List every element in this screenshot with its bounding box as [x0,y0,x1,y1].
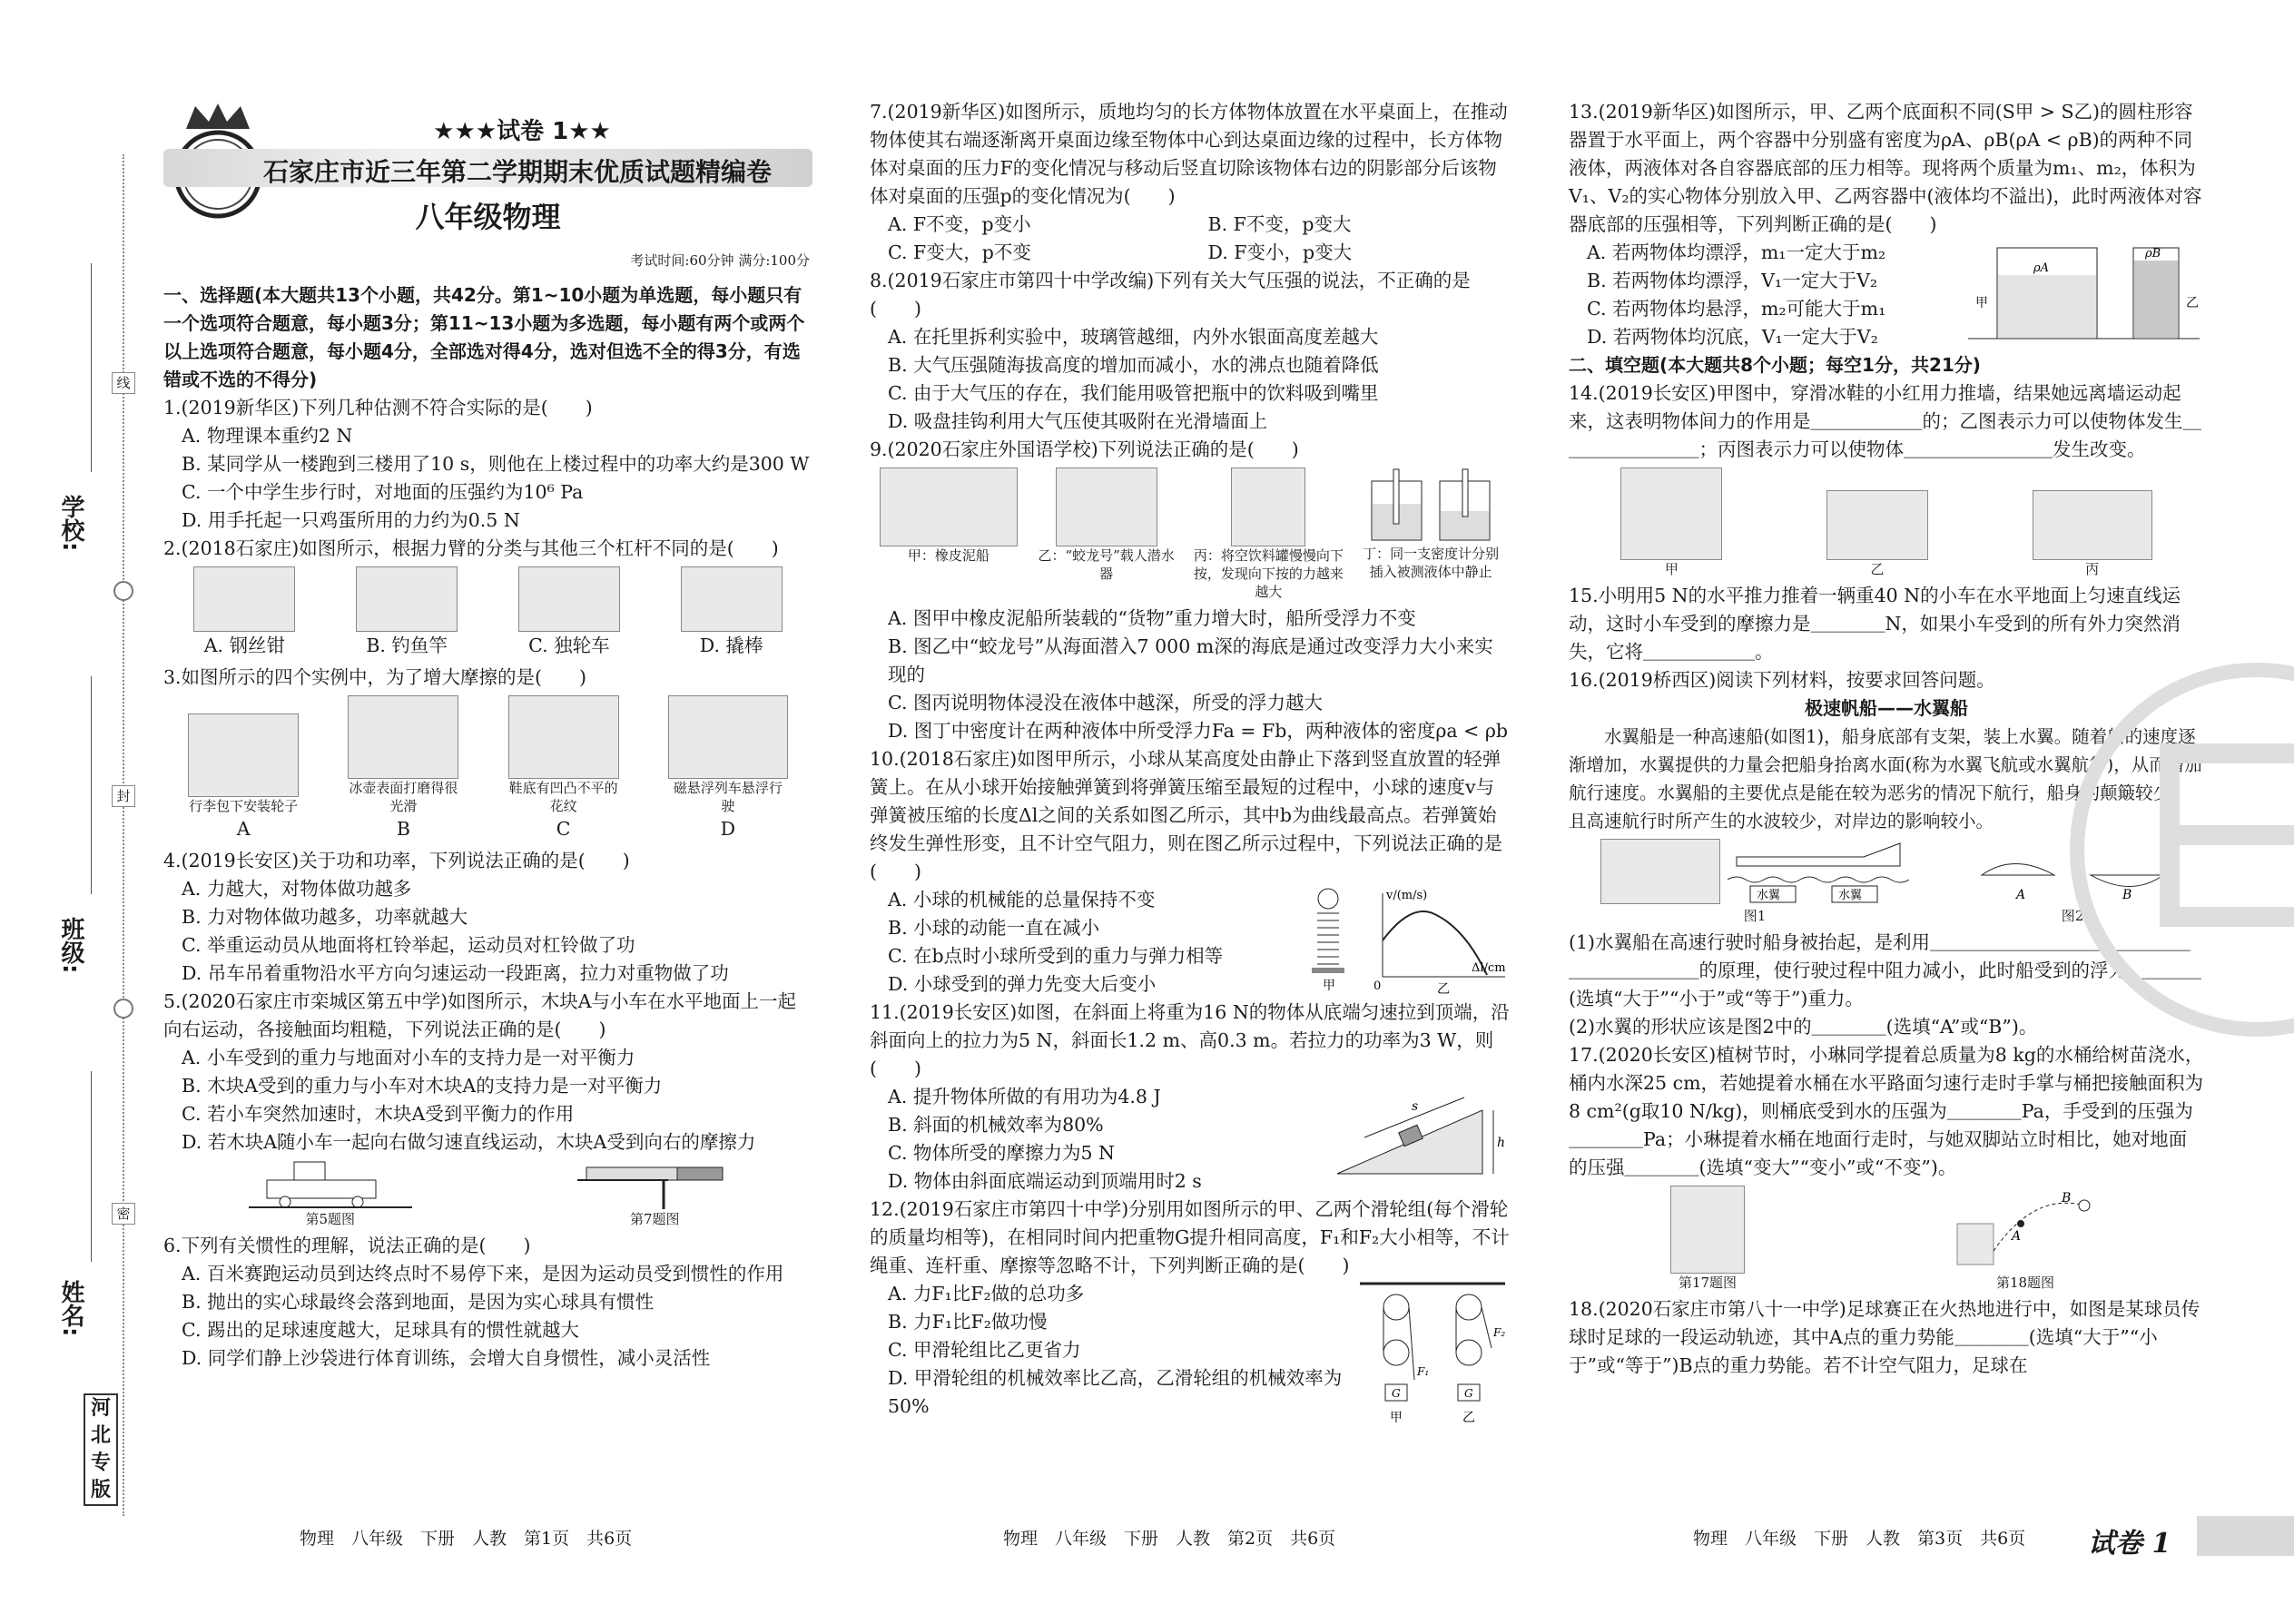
spring-velocity-diagram [1301,886,1510,995]
container-yi-label: 乙 [2186,296,2199,310]
q13-option-a: A. 若两物体均漂浮，m₁一定大于m₂ [1587,241,1886,263]
q7-option-b: B. F不变，p变大 [1207,213,1352,235]
q3-letter-a: A [236,818,251,840]
q13-option-c: C. 若两物体均悬浮，m₂可能大于m₁ [1587,298,1886,320]
q3-letter-c: C [556,818,571,840]
paper-tag: 试卷 1 [2088,1528,2171,1560]
force-f1-label: F₁ [1417,1365,1430,1378]
q4-option-a: A. 力越大，对物体做功越多 [182,878,412,900]
q15-stem: 15.小明用5 N的水平推力推着一辆重40 N的小车在水平地面上匀速直线运动，这时小车受到的摩擦力是＿＿＿＿N，如果小车受到的所有外力突然消失，它将＿＿＿＿＿＿。 [1569,585,2181,663]
q9-option-a: A. 图甲中橡皮泥船所装载的“货物”重力增大时，船所受浮力不变 [888,607,1416,629]
density-b-label: ρB [2145,247,2161,261]
q2-label-d: D. 撬棒 [699,635,763,656]
q9-stem: 9.(2020石家庄外国语学校)下列说法正确的是( ) [870,438,1299,460]
graph-figure-label: 乙 [1437,982,1450,995]
seal-seal-mark: 封 [112,785,135,807]
q14-figures [1569,468,2204,578]
q7-option-d: D. F变小，p变大 [1207,241,1353,263]
pulley-yi-label: 乙 [1462,1411,1475,1425]
q11-option-b: B. 斜面的机械效率为80% [888,1114,1104,1136]
q9-caption-c: 丙：将空饮料罐慢慢向下按，发现向下按的力越来越大 [1193,547,1344,600]
incline-height-label: h [1497,1136,1506,1150]
q12-option-a: A. 力F₁比F₂做的总功多 [888,1283,1085,1304]
footer-page-1: 物理 八年级 下册 人教 第1页 共6页 [300,1529,633,1549]
shape-a-label: A [2016,888,2026,902]
crowbar-image [681,566,783,632]
q3-letter-b: B [396,818,410,840]
article-body: 水翼船是一种高速船(如图1)，船身底部有支架，装上水翼。随着船的速度逐渐增加，水翼提供的力量会把船身抬离水面(称为水翼飞航或水翼航行)，从而增加航行速度。水翼船的主要优点是能在较为恶劣的情况下航行，船身的颠簸较少，且高速航行时所产生的水波较少，对岸边的影响较小。 [1569,726,2202,832]
density-a-label: ρA [2033,261,2050,275]
q8-stem: 8.(2019石家庄市第四十中学改编)下列有关大气压强的说法，不正确的是( ) [870,270,1471,320]
submersible-image [1056,468,1157,546]
incline-length-label: s [1412,1099,1419,1114]
corner-bar [2197,1516,2294,1556]
q12-stem: 12.(2019石家庄市第四十中学)分别用如图所示的甲、乙两个滑轮组(每个滑轮的质量均相等)，在相同时间内把重物G提升相同高度，F₁和F₂大小相等，不计绳重、连杆重、摩擦等忽略不计，下列判断正确的是( ) [870,1198,1510,1276]
q3-caption-c: 鞋底有凹凸不平的花纹 [508,780,618,814]
q11-option-d: D. 物体由斜面底端运动到顶端用时2 s [888,1170,1202,1192]
graph-origin: 0 [1373,979,1382,993]
column-2 [870,98,1510,1430]
force-f2-label: F₂ [1493,1326,1506,1339]
hydrofoil-photo [1600,839,1720,904]
q12-option-d: D. 甲滑轮组的机械效率比乙高，乙滑轮组的机械效率为50% [888,1367,1343,1417]
q16-part-2: (2)水翼的形状应该是图2中的＿＿＿＿(选填“A”或“B”)。 [1569,1016,2038,1038]
q8-option-c: C. 由于大气压的存在，我们能用吸管把瓶中的饮料吸到嘴里 [888,382,1379,404]
q10-option-a: A. 小球的机械能的总量保持不变 [888,889,1156,910]
q3-caption-d: 磁悬浮列车悬浮行驶 [673,780,783,814]
shape-b-label: B [2122,888,2132,902]
q18-figure-caption: 第18题图 [1995,1275,2055,1291]
q17-figure-caption: 第17题图 [1678,1275,1738,1291]
q5-option-a: A. 小车受到的重力与地面对小车的支持力是一对平衡力 [182,1047,635,1068]
q4-option-d: D. 吊车吊着重物沿水平方向匀速运动一段距离，拉力对重物做了功 [182,962,729,984]
q14-label-jia: 甲 [1664,561,1679,577]
binding-hole [113,999,133,1019]
q2-label-c: C. 独轮车 [528,635,610,656]
graph-x-axis-label: Δl/cm [1472,961,1506,975]
shoe-sole-image [508,695,619,779]
fishing-rod-image [356,566,458,632]
q13-stem: 13.(2019新华区)如图所示，甲、乙两个底面积不同(S甲 > S乙)的圆柱形容器置于水平面上，两个容器中分别盛有密度为ρA、ρB(ρA < ρB)的两种不同液体，两液体对各自容器底部的压力相等。现将两个质量为m₁、m₂，体积为V₁、V₂的实心物体分别放入甲、乙两容器中(液体均不溢出)，此时两液体对容器底部的压强相等，下列判断正确的是( ) [1569,101,2202,235]
q7-stem: 7.(2019新华区)如图所示，质地均匀的长方体物体放置在水平桌面上，在推动物体使其右端逐渐离开桌面边缘至物体中心到达桌面边缘的过程中，长方体物体对桌面的压力F的变化情况与移动后竖直切除该物体右边的阴影部分后该物体对桌面的压强p的变化情况为( ) [870,101,1508,207]
column-1 [163,281,812,1373]
q5-option-d: D. 若木块A随小车一起向右做匀速直线运动，木块A受到向右的摩擦力 [182,1131,756,1153]
q3-letter-d: D [720,818,736,840]
q2-stem: 2.(2018石家庄)如图所示，根据力臂的分类与其他三个杠杆不同的是( ) [163,537,779,559]
curling-image [348,695,458,779]
q7-option-a: A. F不变，p变小 [888,213,1031,235]
clay-boat-image [880,468,1018,546]
q5-stem: 5.(2020石家庄市栾城区第五中学)如图所示，木块A与小车在水平地面上一起向右运动，各接触面均粗糙，下列说法正确的是( ) [163,990,797,1040]
hydrofoil-label-2: 水翼 [1838,889,1863,902]
q10-stem: 10.(2018石家庄)如图甲所示，小球从某高度处由静止下落到竖直放置的轻弹簧上。在从小球开始接触弹簧到将弹簧压缩至最短的过程中，小球的速度v与弹簧被压缩的长度Δl之间的关系如图乙所示，其中b为曲线最高点。若弹簧始终发生弹性形变，且不计空气阻力，则在图乙所示过程中，下列说法正确的是( ) [870,748,1502,882]
luggage-image [188,714,299,797]
q18-stem: 18.(2020石家庄市第八十一中学)足球赛正在火热地进行中，如图是某球员传球时足球的一段运动轨迹，其中A点的重力势能＿＿＿＿(选填“大于”“小于”或“等于”)B点的重力势能。若不计空气阻力，足球在 [1569,1298,2200,1376]
q1-stem: 1.(2019新华区)下列几种估测不符合实际的是( ) [163,397,593,418]
footer-page-2: 物理 八年级 下册 人教 第2页 共6页 [1003,1529,1336,1549]
point-a-label: A [2012,1229,2022,1244]
q3-caption-b: 冰壶表面打磨得很光滑 [349,780,458,814]
school-line [91,263,92,472]
panda-bamboo-image [1826,490,1928,560]
region-badge: 河北专版 [84,1393,118,1506]
q4-option-c: C. 举重运动员从地面将杠铃举起，运动员对杠铃做了功 [182,934,635,956]
pliers-image [193,566,295,632]
q13-option-d: D. 若两物体均沉底，V₁一定大于V₂ [1587,326,1878,348]
class-line [91,676,92,894]
weight-label-yi: G [1464,1387,1473,1400]
q5-q7-figures [163,1160,812,1228]
q13-option-b: B. 若两物体均漂浮，V₁一定大于V₂ [1587,270,1878,291]
q9-option-b: B. 图乙中“蛟龙号”从海面潜入7 000 m深的海底是通过改变浮力大小来实现的 [888,635,1493,685]
q7-option-c: C. F变大，p不变 [888,241,1031,263]
q9-caption-d: 丁：同一支密度计分别插入被测液体中静止 [1363,546,1500,580]
q5-option-c: C. 若小车突然加速时，木块A受到平衡力的作用 [182,1103,575,1125]
cut-line [123,154,124,1516]
q6-option-a: A. 百米赛跑运动员到达终点时不易停下来，是因为运动员受到惯性的作用 [182,1263,784,1284]
table-block-diagram [577,1160,732,1210]
seal-line-mark: 线 [112,372,135,394]
q12-option-c: C. 甲滑轮组比乙更省力 [888,1339,1081,1361]
q9-option-c: C. 图丙说明物体浸没在液体中越深，所受的浮力越大 [888,692,1323,714]
spring-figure-label: 甲 [1323,979,1335,993]
q11-option-a: A. 提升物体所做的有用功为4.8 J [888,1086,1161,1107]
q17-q18-figures [1569,1186,2204,1292]
name-label: 姓名: [57,1280,84,1337]
q6-option-b: B. 抛出的实心球最终会落到地面，是因为实心球具有惯性 [182,1291,655,1313]
q8-option-b: B. 大气压强随海拔高度的增加而减小，水的沸点也随着降低 [888,354,1379,376]
name-line [91,1071,92,1262]
q11-stem: 11.(2019长安区)如图，在斜面上将重为16 N的物体从底端匀速拉到顶端，沿斜面向上的拉力为5 N，斜面长1.2 m、高0.3 m。若拉力的功率为3 W，则( ) [870,1001,1510,1079]
class-label: 班级: [57,917,84,974]
q5-figure-caption: 第5题图 [305,1211,356,1227]
q17-stem: 17.(2020长安区)植树节时，小琳同学提着总质量为8 kg的水桶给树苗浇水，桶内水深25 cm，若她提着水桶在水平路面匀速行走时手掌与桶把接触面积为8 cm²(g取10 N/kg)，则桶底受到水的压强为＿＿＿＿Pa，手受到的压强为＿＿＿＿Pa；小琳提着水桶在地面行走时，与她双脚站立时相比，她对地面的压强＿＿＿＿(选填“变大”“变小”或“不变”)。 [1569,1044,2204,1178]
article-title: 极速帆船——水翼船 [1805,697,1968,719]
q3-figures [163,695,812,843]
q6-stem: 6.下列有关惯性的理解，说法正确的是( ) [163,1235,531,1256]
q1-option-a: A. 物理课本重约2 N [182,425,353,447]
q10-option-d: D. 小球受到的弹力先变大后变小 [888,973,1157,995]
q16-stem: 16.(2019桥西区)阅读下列材料，按要求回答问题。 [1569,669,1995,691]
q12-option-b: B. 力F₁比F₂做功慢 [888,1311,1048,1333]
q4-stem: 4.(2019长安区)关于功和功率，下列说法正确的是( ) [163,850,630,871]
paper-subtitle: 石家庄市近三年第二学期期末优质试题精编卷 [262,157,772,187]
q9-caption-a: 甲：橡皮泥船 [907,547,989,564]
container-jia-label: 甲 [1975,296,1988,310]
q2-label-b: B. 钓鱼竿 [366,635,448,656]
q5-option-b: B. 木块A受到的重力与小车对木块A的支持力是一对平衡力 [182,1075,663,1097]
paper-badge: ★★★试卷 1★★ [433,118,611,145]
q8-option-d: D. 吸盘挂钩利用大气压使其吸附在光滑墙面上 [888,410,1268,432]
q3-stem: 3.如图所示的四个实例中，为了增大摩擦的是( ) [163,666,587,688]
maglev-train-image [668,695,788,779]
binding-sidebar [0,0,136,1624]
q10-option-c: C. 在b点时小球所受到的重力与弹力相等 [888,945,1224,967]
point-b-label: B [2062,1191,2072,1206]
hydrofoil-diagram [1728,839,1909,907]
q2-label-a: A. 钢丝钳 [203,635,286,656]
soda-can-image [1231,468,1305,546]
q8-option-a: A. 在托里拆利实验中，玻璃管越细，内外水银面高度差越大 [888,326,1379,348]
girl-bucket-image [1670,1186,1745,1274]
q9-figures [870,468,1510,601]
q1-option-c: C. 一个中学生步行时，对地面的压强约为10⁶ Pa [182,481,584,503]
q1-option-b: B. 某同学从一楼跑到三楼用了10 s，则他在上楼过程中的功率大约是300 W [182,453,810,475]
q11-option-c: C. 物体所受的摩擦力为5 N [888,1142,1115,1164]
exam-meta: 考试时间:60分钟 满分:100分 [630,252,810,269]
incline-diagram [1328,1083,1510,1183]
binding-hole [113,581,133,601]
section-1-title: 一、选择题(本大题共13个小题，共42分。第1~10小题为单选题，每小题只有一个选项符合题意，每小题3分；第11~13小题为多选题，每小题有两个或两个以上选项符合题意，每小题4分，全部选对得4分，选对但选不全的得3分，有选错或不选的不得分) [163,284,805,390]
paper-title: 八年级物理 [415,200,561,234]
figure-2-caption: 图2 [2061,908,2084,924]
q2-figures [163,566,812,660]
q3-caption-a: 行李包下安装轮子 [189,798,299,814]
pulley-jia-label: 甲 [1390,1411,1403,1425]
q10-option-b: B. 小球的动能一直在减小 [888,917,1100,939]
graph-y-axis-label: v/(m/s) [1386,889,1428,902]
q7-figure-caption: 第7题图 [629,1211,680,1227]
q6-option-d: D. 同学们静上沙袋进行体育训练，会增大自身惯性，减小灵活性 [182,1347,711,1369]
wheelbarrow-image [518,566,620,632]
containers-diagram [1968,239,2204,348]
q1-option-d: D. 用手托起一只鸡蛋所用的力约为0.5 N [182,509,520,531]
q9-caption-b: 乙：“蛟龙号”载人潜水器 [1038,547,1175,582]
footer-page-3: 物理 八年级 下册 人教 第3页 共6页 [1693,1529,2026,1549]
pulley-diagram [1355,1280,1510,1430]
stamp-glyph [2106,699,2294,971]
hydrofoil-label-1: 水翼 [1757,889,1781,902]
school-label: 学校: [57,495,84,552]
cart-diagram [244,1160,417,1210]
goalkeeper-image [2033,490,2152,560]
q14-stem: 14.(2019长安区)甲图中，穿滑冰鞋的小红用力推墙，结果她远离墙运动起来，这表明物体间力的作用是＿＿＿＿＿＿的；乙图表示力可以使物体发生＿＿＿＿＿＿＿＿；丙图表示力可以使物体＿＿＿＿＿＿＿＿发生改变。 [1569,382,2201,460]
hydrometer-diagram [1363,468,1499,545]
football-trajectory-diagram [1948,1187,2102,1274]
figure-1-caption: 图1 [1743,908,1767,924]
q6-option-c: C. 踢出的足球速度越大，足球具有的惯性就越大 [182,1319,579,1341]
q14-label-yi: 乙 [1870,561,1885,577]
skater-wall-image [1620,468,1722,560]
q9-option-d: D. 图丁中密度计在两种液体中所受浮力Fa = Fb，两种液体的密度ρa < ρb [888,720,1509,742]
q4-option-b: B. 力对物体做功越多，功率就越大 [182,906,468,928]
q14-label-bing: 丙 [2085,561,2100,577]
weight-label-jia: G [1392,1387,1401,1400]
seal-secret-mark: 密 [112,1203,135,1225]
section-2-title: 二、填空题(本大题共8个小题；每空1分，共21分) [1569,354,1981,376]
q16-part-1: (1)水翼船在高速行驶时船身被抬起，是利用＿＿＿＿＿＿＿＿＿＿＿＿＿＿＿＿＿＿＿＿＿的原理，使行驶过程中阻力减小，此时船受到的浮力＿＿＿＿(选填“大于”“小于”或“等于”)重力。 [1569,931,2201,1009]
